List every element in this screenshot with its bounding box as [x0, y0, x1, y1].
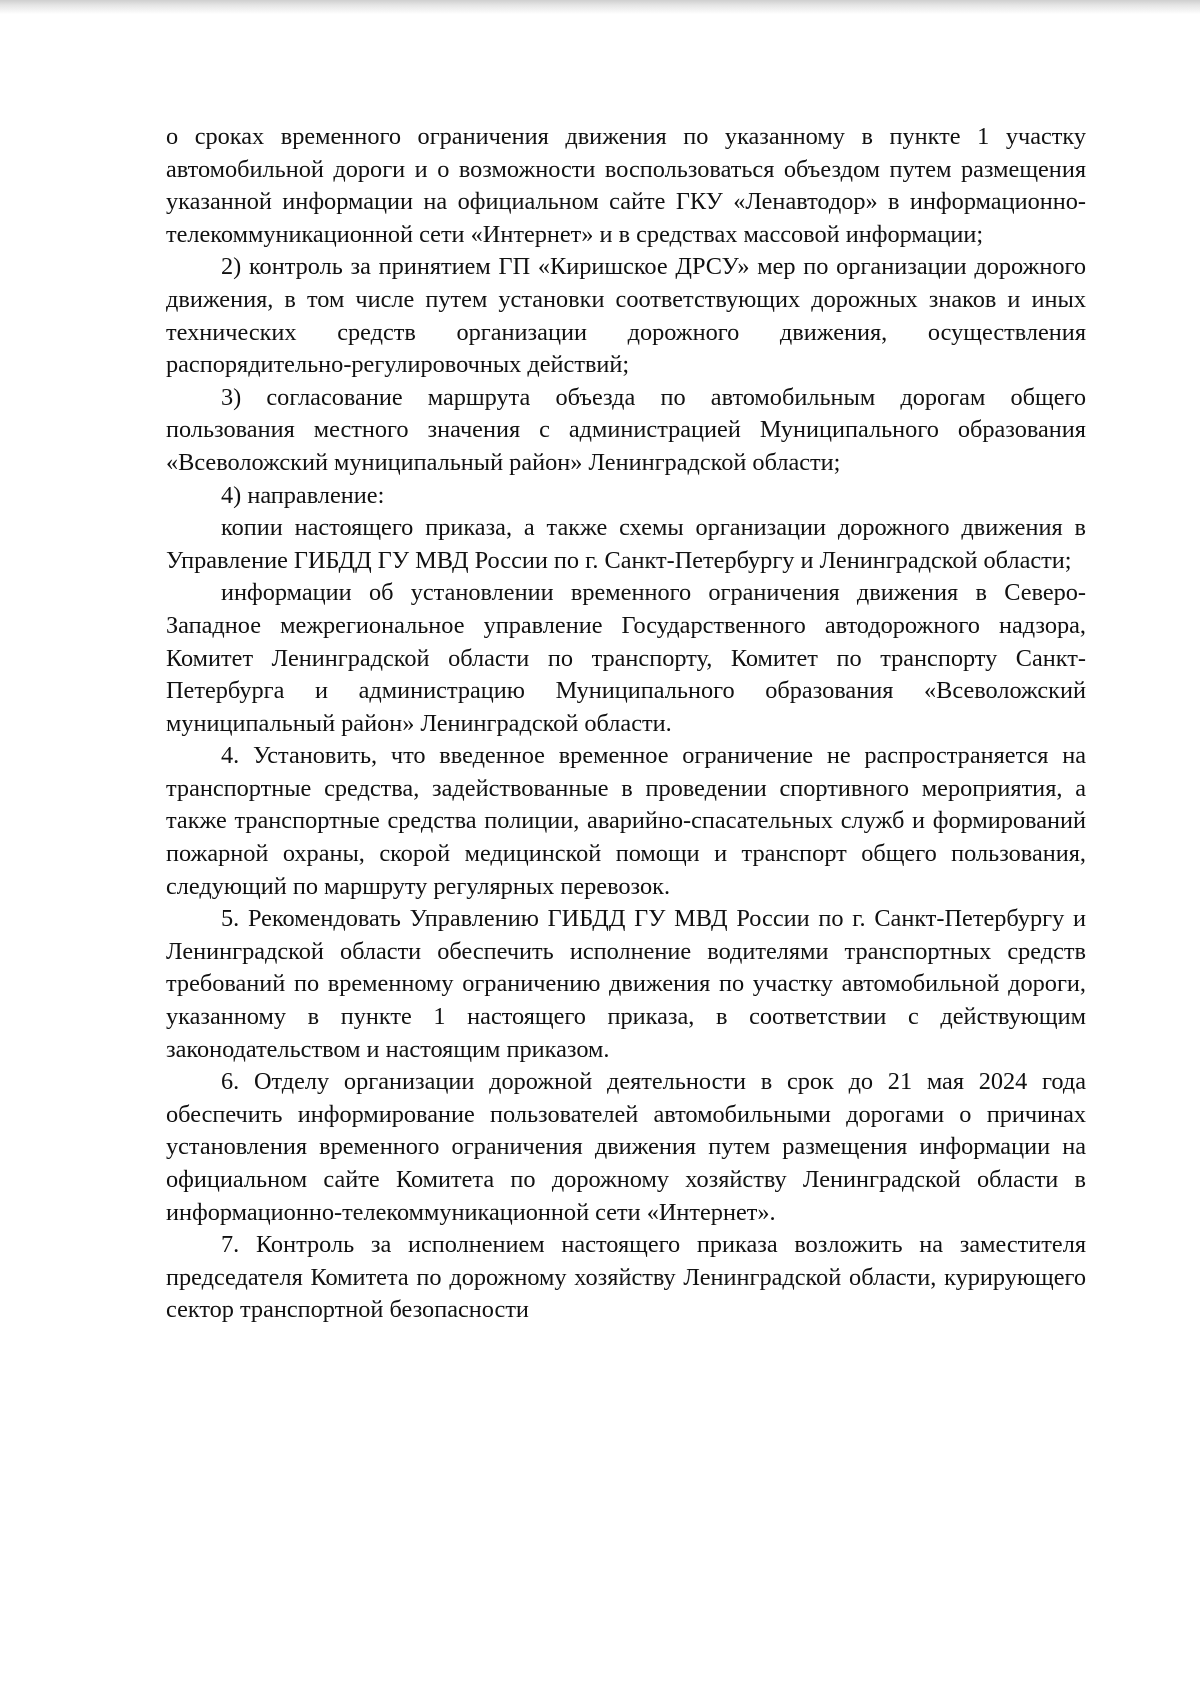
paragraph-order-copies: копии настоящего приказа, а также схемы организации дорожного движения в Управление ГИБДД ГУ МВД России по г. Санкт-Петербургу и Ленинградской области;: [166, 514, 1086, 574]
paragraph-restriction-info: информации об установлении временного ограничения движения в Северо-Западное межрегиональное управление Государственного автодорожного надзора, Комитет Ленинградской области по транспорту, Комитет по транспорту Санкт-Петербурга и администрацию Муниципального образования «Всеволожский муниципальный район» Ленинградской области.: [166, 579, 1086, 737]
paragraph-point-4-exemptions: 4. Установить, что введенное временное ограничение не распространяется на транспортные средства, задействованные в проведении спортивного мероприятия, а также транспортные средства полиции, аварийно-спасательных служб и формирований пожарной охраны, скорой медицинской помощи и транспорт общего пользования, следующий по маршруту регулярных перевозок.: [166, 742, 1086, 900]
paragraph-point-7-control: 7. Контроль за исполнением настоящего приказа возложить на заместителя председателя Комитета по дорожному хозяйству Ленинградской области, курирующего сектор транспортной безопасности: [166, 1231, 1086, 1324]
paragraph-item-4-direction: 4) направление:: [221, 481, 385, 509]
paragraph-point-6-informing: 6. Отделу организации дорожной деятельности в срок до 21 мая 2024 года обеспечить информирование пользователей автомобильными дорогами о причинах установления временного ограничения движения путем размещения информации на официальном сайте Комитета по дорожному хозяйству Ленинградской области в информационно-телекоммуникационной сети «Интернет».: [166, 1068, 1086, 1226]
paragraph-item-2-control: 2) контроль за принятием ГП «Киришское ДРСУ» мер по организации дорожного движения, в том числе путем установки соответствующих дорожных знаков и иных технических средств организации дорожного движения, осуществления распорядительно-регулировочных действий;: [166, 253, 1086, 379]
document-body: [166, 121, 1086, 1327]
paragraph-continuation-info: о сроках временного ограничения движения по указанному в пункте 1 участку автомобильной дороги и о возможности воспользоваться объездом путем размещения указанной информации на официальном сайте ГКУ «Ленавтодор» в информационно-телекоммуникационной сети «Интернет» и в средствах массовой информации;: [166, 123, 1086, 248]
paragraph-point-5-recommendation: 5. Рекомендовать Управлению ГИБДД ГУ МВД России по г. Санкт-Петербургу и Ленинградской области обеспечить исполнение водителями транспортных средств требований по временному ограничению движения по участку автомобильной дороги, указанному в пункте 1 настоящего приказа, в соответствии с действующим законодательством и настоящим приказом.: [166, 905, 1086, 1063]
scan-top-edge: [0, 0, 1200, 14]
paragraph-item-3-approval: 3) согласование маршрута объезда по автомобильным дорогам общего пользования местного значения с администрацией Муниципального образования «Всеволожский муниципальный район» Ленинградской области;: [166, 383, 1086, 476]
